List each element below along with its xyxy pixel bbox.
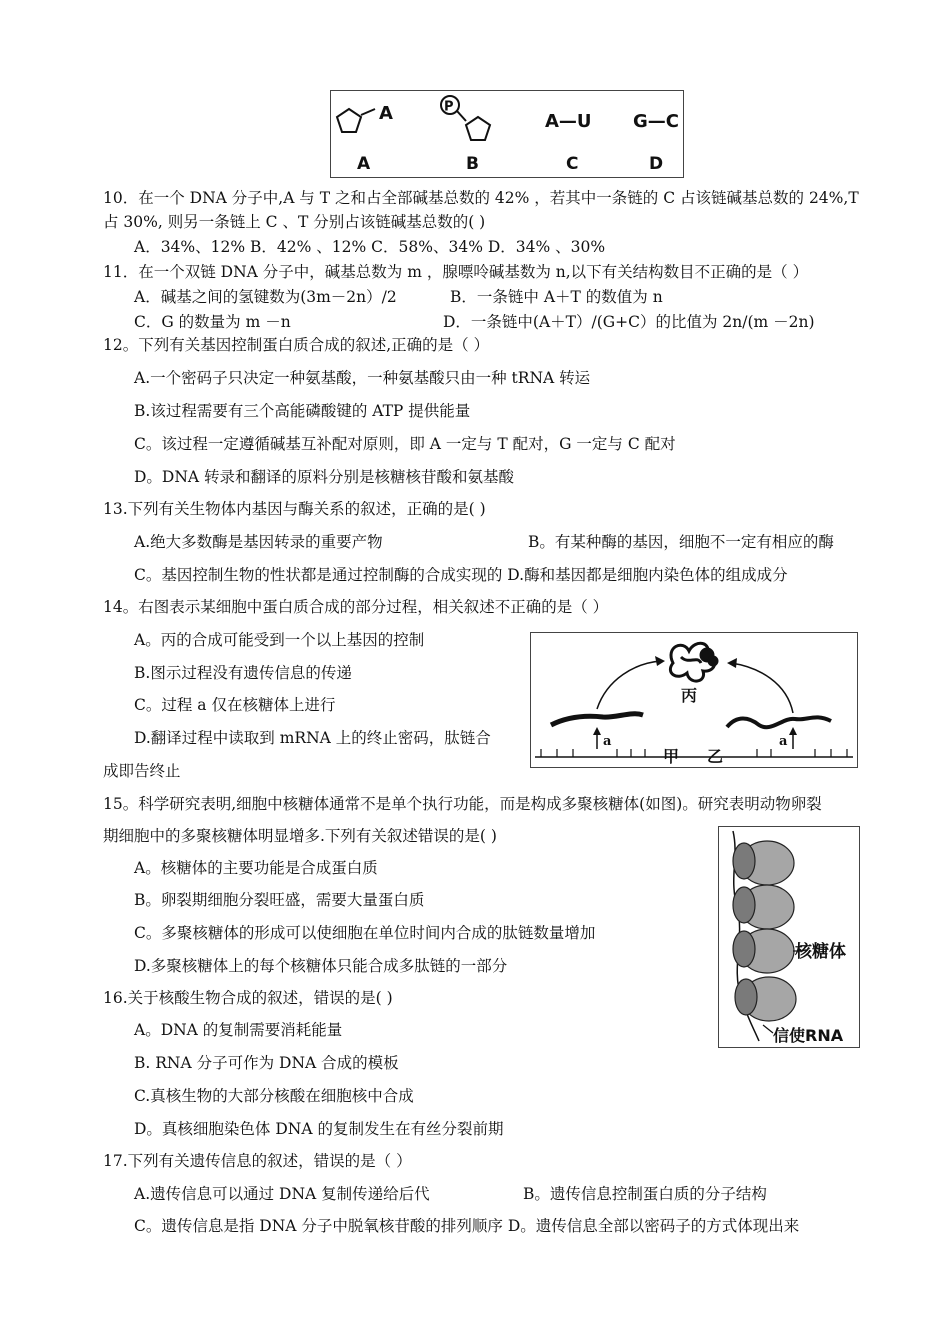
label-yi: 乙: [707, 747, 724, 766]
q10-stem-cont: 占 30%, 则另一条链上 C 、T 分别占该链碱基总数的( ): [103, 213, 486, 231]
q16-option-b: B. RNA 分子可作为 DNA 合成的模板: [134, 1054, 399, 1072]
q12-option-c: C。该过程一定遵循碱基互补配对原则，即 A 一定与 T 配对，G 一定与 C 配对: [134, 435, 676, 453]
ribosome-icon-4: [735, 977, 796, 1021]
pair-au-glyph: A—U: [545, 111, 592, 132]
ribosome-icon-2: [733, 885, 794, 929]
q14-option-c: C。过程 a 仅在核糖体上进行: [134, 696, 336, 714]
pentose-ring-b: [466, 117, 490, 140]
q14-option-b: B.图示过程没有遗传信息的传递: [134, 664, 352, 682]
translation-figure: [530, 632, 858, 768]
q13-option-b: B。有某种酶的基因，细胞不一定有相应的酶: [528, 533, 834, 551]
q14-option-d-cont: 成即告终止: [103, 762, 181, 780]
top-figure: [330, 90, 684, 178]
q10-options: A．34%、12% B．42% 、12% C．58%、34% D．34% 、30%: [134, 238, 606, 256]
pair-gc-glyph: G—C: [633, 111, 679, 132]
label-ribosome: 核糖体: [795, 942, 846, 962]
q15-option-c: C。多聚核糖体的形成可以使细胞在单位时间内合成的肽链数量增加: [134, 924, 596, 942]
q14-stem: 14。右图表示某细胞中蛋白质合成的部分过程，相关叙述不正确的是（ ）: [103, 598, 609, 616]
ribosome-icon-3: [733, 929, 794, 973]
phosphate-glyph: P: [444, 99, 454, 115]
base-a-glyph: A: [379, 103, 393, 124]
ribosome-icon-1: [733, 841, 794, 885]
q13-option-a: A.绝大多数酶是基因转录的重要产物: [134, 533, 383, 551]
arrow-left-curve: [597, 661, 661, 709]
q17-option-cd: C。遗传信息是指 DNA 分子中脱氧核苷酸的排列顺序 D。遗传信息全部以密码子的方式体现出来: [134, 1217, 800, 1235]
label-c: C: [566, 154, 579, 174]
label-a-left: a: [603, 734, 612, 749]
polysome-figure: [718, 826, 860, 1048]
label-jia: 甲: [663, 747, 680, 766]
q12-option-b: B.该过程需要有三个高能磷酸键的 ATP 提供能量: [134, 402, 471, 420]
arrow-left-head: [655, 656, 665, 666]
q15-option-b: B。卵裂期细胞分裂旺盛，需要大量蛋白质: [134, 891, 425, 909]
q15-option-d: D.多聚核糖体上的每个核糖体只能合成多肽链的一部分: [134, 957, 508, 975]
q14-option-d: D.翻译过程中读取到 mRNA 上的终止密码，肽链合: [134, 729, 491, 747]
q11-stem: 11．在一个双链 DNA 分子中，碱基总数为 m ，腺嘌呤碱基数为 n,以下有关结构数目不正确的是（ ）: [103, 263, 809, 281]
q12-option-d: D。DNA 转录和翻译的原料分别是核糖核苷酸和氨基酸: [134, 468, 515, 486]
q11-option-a: A．碱基之间的氢键数为(3m－2n）/2: [134, 288, 397, 306]
nucleotide-options-figure: [331, 91, 683, 177]
label-bing: 丙: [681, 686, 698, 705]
q16-option-c: C.真核生物的大部分核酸在细胞核中合成: [134, 1087, 414, 1105]
q11-option-c: C．G 的数量为 m －n: [134, 313, 291, 331]
arrow-right-head: [727, 658, 737, 668]
label-b: B: [466, 154, 479, 174]
peptide-chain-jia: [551, 714, 643, 725]
q15-stem-cont: 期细胞中的多聚核糖体明显增多.下列有关叙述错误的是( ): [103, 827, 497, 845]
codon-ticks: [541, 749, 847, 757]
label-a-right: a: [779, 734, 788, 749]
q13-option-cd: C。基因控制生物的性状都是通过控制酶的合成实现的 D.酶和基因都是细胞内染色体的组成成分: [134, 566, 788, 584]
label-d: D: [649, 154, 664, 174]
q11-option-b: B．一条链中 A＋T 的数值为 n: [450, 288, 663, 306]
pentose-ring-a: [337, 109, 361, 132]
q10-stem: 10．在一个 DNA 分子中,A 与 T 之和占全部碱基总数的 42% ，若其中一条链的 C 占该链碱基总数的 24%,T: [103, 189, 859, 207]
polysome-diagram: [719, 827, 859, 1047]
q11-option-d: D．一条链中(A＋T）/(G+C）的比值为 2n/(m －2n): [443, 313, 815, 331]
label-mrna: 信使RNA: [773, 1026, 844, 1045]
q16-stem: 16.关于核酸生物合成的叙述，错误的是( ): [103, 989, 393, 1007]
label-a: A: [357, 154, 371, 174]
peptide-chain-yi: [727, 717, 831, 727]
q15-stem: 15。科学研究表明,细胞中核糖体通常不是单个执行功能，而是构成多聚核糖体(如图)。研究表明动物卵裂: [103, 795, 822, 813]
arrow-right-curve: [731, 663, 793, 713]
q17-option-a: A.遗传信息可以通过 DNA 复制传递给后代: [134, 1185, 430, 1203]
q17-option-b: B。遗传信息控制蛋白质的分子结构: [523, 1185, 767, 1203]
q13-stem: 13.下列有关生物体内基因与酶关系的叙述，正确的是( ): [103, 500, 486, 518]
q12-stem: 12。下列有关基因控制蛋白质合成的叙述,正确的是（ ）: [103, 336, 490, 354]
q12-option-a: A.一个密码子只决定一种氨基酸，一种氨基酸只由一种 tRNA 转运: [134, 369, 591, 387]
q16-option-a: A。DNA 的复制需要消耗能量: [134, 1021, 343, 1039]
folded-protein-icon: [670, 643, 717, 681]
q16-option-d: D。真核细胞染色体 DNA 的复制发生在有丝分裂前期: [134, 1120, 504, 1138]
q17-stem: 17.下列有关遗传信息的叙述，错误的是（ ）: [103, 1152, 412, 1170]
translation-diagram: [531, 633, 857, 767]
q15-option-a: A。核糖体的主要功能是合成蛋白质: [134, 859, 378, 877]
mrna-pointer: [763, 1025, 773, 1033]
q14-option-a: A。丙的合成可能受到一个以上基因的控制: [134, 631, 425, 649]
